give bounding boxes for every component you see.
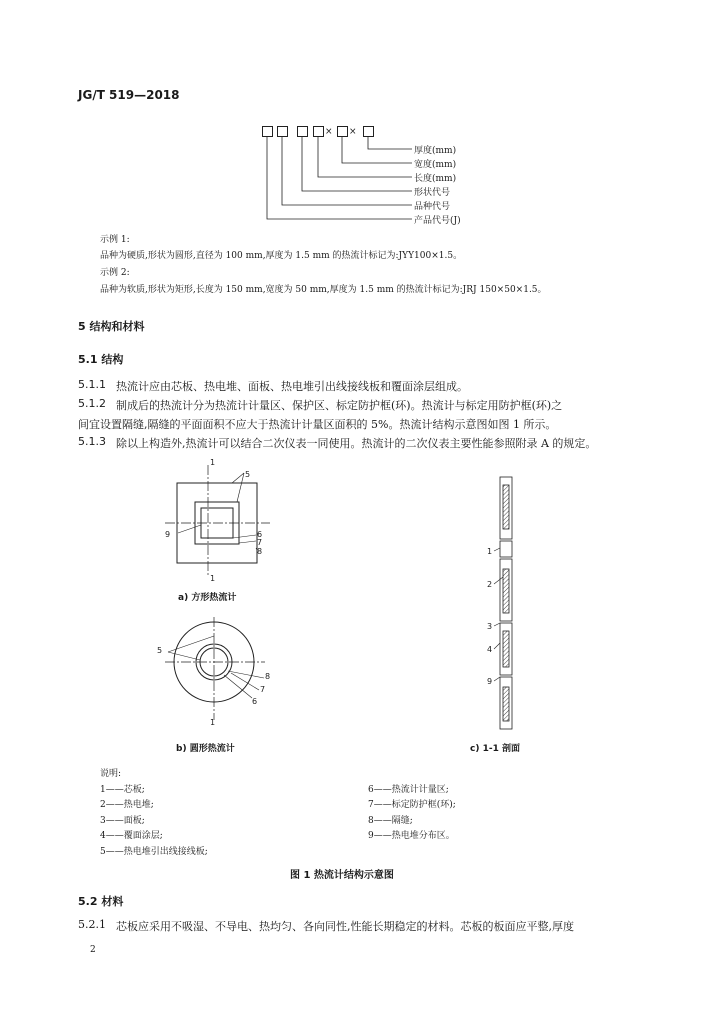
clause-5-1-3: 除以上构造外,热流计可以结合二次仪表一同使用。热流计的二次仪表主要性能参照附录 A 的规定。 — [116, 437, 597, 450]
caption-a: a) 方形热流计 — [178, 593, 237, 603]
legend-item: 6——热流计计量区; — [368, 785, 449, 795]
page-number: 2 — [90, 945, 96, 955]
fig-b-label: 5 — [157, 646, 163, 655]
legend-item: 8——隔缝; — [368, 816, 413, 826]
code-legend-variety: 品种代号 — [414, 202, 451, 212]
leader-line — [368, 137, 412, 149]
clause-num: 5.1.2 — [78, 397, 106, 410]
clause-num: 5.1.3 — [78, 435, 106, 448]
clause-5-1-1: 热流计应由芯板、热电堆、面板、热电堆引出线接线板和覆面涂层组成。 — [116, 380, 468, 393]
times-sign: × — [325, 127, 333, 137]
times-sign: × — [349, 127, 357, 137]
fig-b-label: 6 — [252, 697, 258, 706]
fig-a-label: 7 — [257, 538, 263, 547]
legend-item: 2——热电堆; — [100, 800, 154, 810]
legend-item: 4——覆面涂层; — [100, 831, 163, 841]
standard-number: JG/T 519—2018 — [78, 88, 180, 102]
code-legend-length: 长度(mm) — [414, 174, 457, 184]
leader-line — [318, 137, 412, 177]
figure-1-drawing — [0, 455, 724, 755]
example-2-text: 品种为软质,形状为矩形,长度为 150 mm,宽度为 50 mm,厚度为 1.5 mm 的热流计标记为:JRJ 150×50×1.5。 — [100, 285, 547, 295]
section-5-heading: 5 结构和材料 — [78, 320, 145, 333]
clause-5-1-2-line2: 间宜设置隔缝,隔缝的平面面积不应大于热流计计量区面积的 5%。热流计结构示意图如图 1 所示。 — [78, 418, 557, 431]
code-leader-lines — [0, 0, 724, 240]
round-heat-flux-meter — [165, 617, 265, 720]
square-heat-flux-meter — [165, 465, 270, 575]
legend-item: 3——面板; — [100, 816, 145, 826]
section-1-1-view — [494, 477, 512, 729]
example-1-text: 品种为硬质,形状为圆形,直径为 100 mm,厚度为 1.5 mm 的热流计标记为:JYY100×1.5。 — [100, 251, 463, 261]
legend-item: 7——标定防护框(环); — [368, 800, 456, 810]
fig-c-label: 2 — [487, 580, 493, 589]
fig-c-label: 9 — [487, 677, 493, 686]
legend-item: 9——热电堆分布区。 — [368, 831, 455, 841]
code-legend-shape: 形状代号 — [414, 188, 451, 198]
clause-num: 5.2.1 — [78, 918, 106, 931]
legend-title: 说明: — [100, 769, 122, 779]
fig-c-label: 3 — [487, 622, 493, 631]
example-1-label: 示例 1: — [100, 235, 130, 245]
leader-line — [302, 137, 412, 191]
code-legend-product: 产品代号(J) — [414, 216, 461, 226]
section-5-1-heading: 5.1 结构 — [78, 353, 124, 366]
fig-a-label: 5 — [245, 470, 251, 479]
clause-5-1-2-line1: 制成后的热流计分为热流计计量区、保护区、标定防护框(环)。热流计与标定用防护框(环)之 — [116, 399, 563, 412]
code-legend-thickness: 厚度(mm) — [414, 146, 457, 156]
section-mark: 1 — [210, 574, 216, 583]
section-mark: 1 — [210, 718, 216, 727]
section-5-2-heading: 5.2 材料 — [78, 895, 124, 908]
example-2-label: 示例 2: — [100, 268, 130, 278]
legend-item: 5——热电堆引出线接线板; — [100, 847, 208, 857]
clause-num: 5.1.1 — [78, 378, 106, 391]
fig-a-label: 9 — [165, 530, 171, 539]
fig-a-label: 6 — [257, 530, 263, 539]
fig-b-label: 8 — [265, 672, 271, 681]
clause-5-2-1: 芯板应采用不吸湿、不导电、热均匀、各向同性,性能长期稳定的材料。芯板的板面应平整,厚度 — [116, 920, 574, 933]
fig-b-label: 7 — [260, 685, 266, 694]
legend-item: 1——芯板; — [100, 785, 145, 795]
fig-a-label: 8 — [257, 547, 263, 556]
fig-c-label: 1 — [487, 547, 493, 556]
code-legend-width: 宽度(mm) — [414, 160, 457, 170]
fig-c-label: 4 — [487, 645, 493, 654]
figure-caption: 图 1 热流计结构示意图 — [290, 870, 394, 881]
caption-b: b) 圆形热流计 — [176, 744, 235, 754]
leader-line — [282, 137, 412, 205]
leader-line — [342, 137, 412, 163]
caption-c: c) 1-1 剖面 — [470, 744, 520, 754]
section-mark: 1 — [210, 458, 216, 467]
